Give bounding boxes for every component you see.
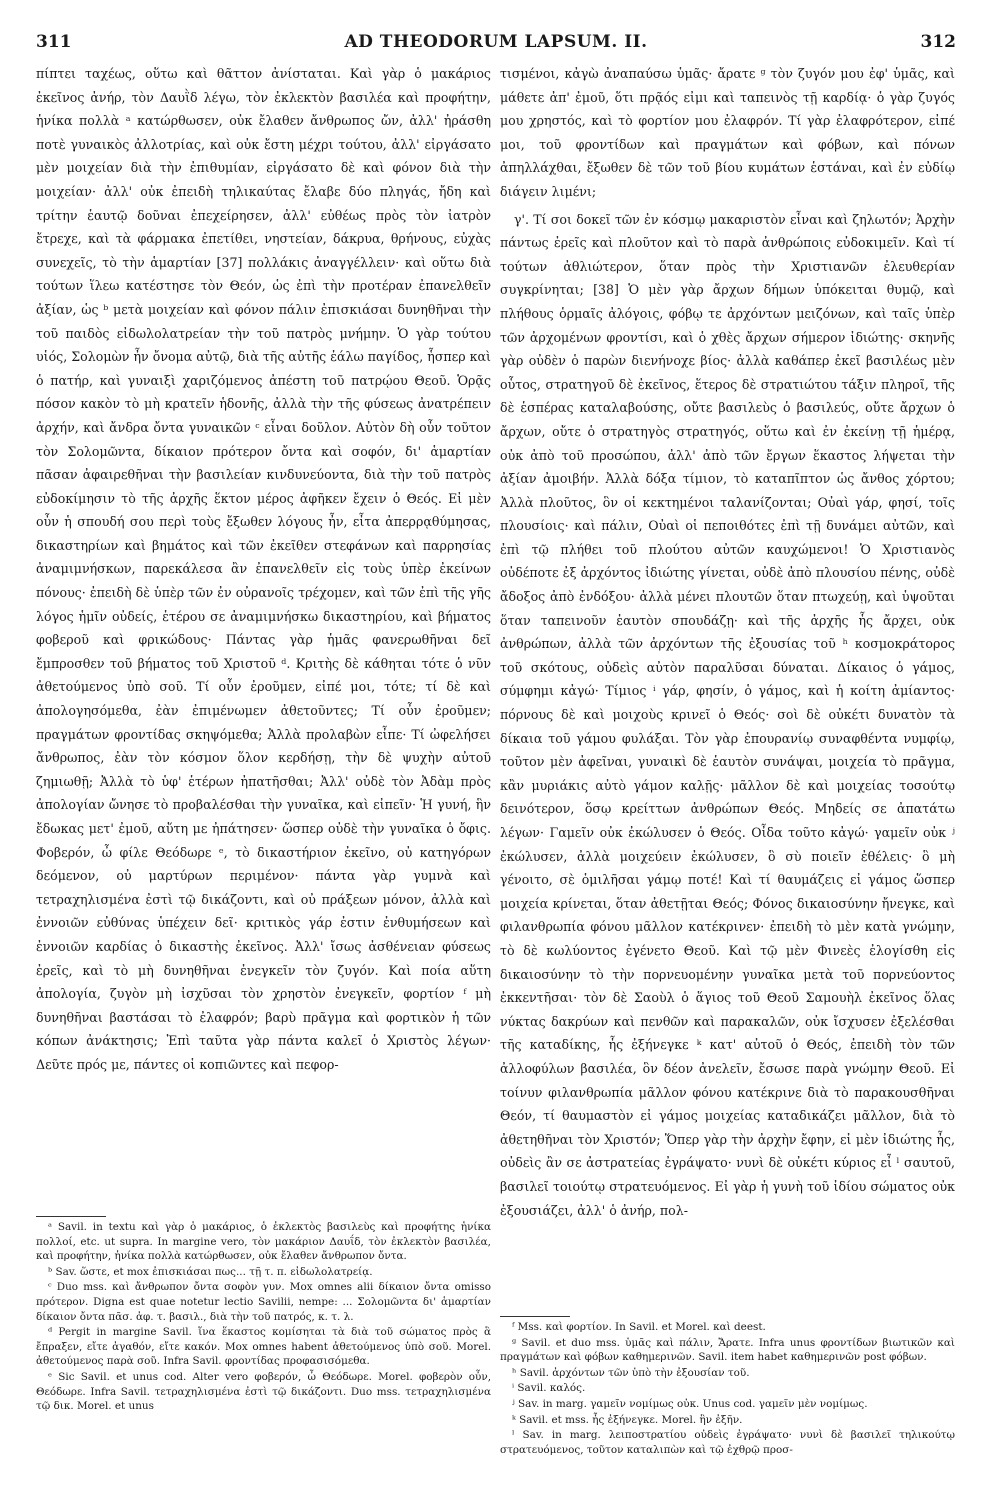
- footnote: ⁱ Savil. καλός.: [512, 1382, 586, 1395]
- footnotes-right: [500, 1320, 955, 1495]
- footnote: ᵈ Pergit in margine Savil. ἵνα ἕκαστος κομίσηται τὰ διὰ τοῦ σώματος πρὸς ἃ ἔπραξεν, εἴτε ἀγαθόν, εἴτε κακόν. Mox omnes habent ἀθετούμενος ὑπὸ σοῦ. Morel. ἀθετούμενος παρὰ σοῦ. Infra Savil. φροντίδας προφασισόμεθα.: [36, 1326, 491, 1368]
- footnote: ᵍ Savil. et duo mss. ὑμᾶς καὶ πάλιν, Ἄρατε. Infra unus φροντίδων βιωτικῶν καὶ πραγμάτων καὶ φόβων καθημερινῶν. Savil. item habet καθημερινῶν post φόβων.: [500, 1336, 955, 1364]
- footnote: ᶠ Mss. καὶ φορτίον. In Savil. et Morel. καὶ deest.: [512, 1321, 766, 1333]
- right-column-text: [500, 62, 955, 1310]
- footnote: ᶜ Duo mss. καὶ ἄνθρωπον ὄντα σοφὸν γυν. Mox omnes alii δίκαιον ὄντα omisso πρότερον. Digna est quae notetur lectio Savilii, nempe: ... Σολομῶντα δι' ἁμαρτίαν δίκαιον ὄντα πᾶσ. ἀφ. τ. βασιλ., διὰ τὴν τοῦ πατρός, κ. τ. λ.: [36, 1281, 491, 1323]
- footnote-rule: [36, 1216, 106, 1217]
- footnote: ˡ Sav. in marg. λειποστρατίου οὐδεὶς ἐγράψατο· νυνὶ δὲ βασιλεῖ τηλικούτῳ στρατευόμενος, τοῦτον καταλιπὼν καὶ τῷ ἐχθρῷ προσ-: [500, 1429, 955, 1456]
- footnote: ᵉ Sic Savil. et unus cod. Alter vero φοβερόν, ὦ Θεόδωρε. Morel. φοβερὸν οὖν, Θεόδωρε. Infra Savil. τετραχηλισμένα ἐστὶ τῷ δικάζοντι. Duo mss. τετραχηλισμένα τῷ δικ. Morel. et unus: [36, 1370, 491, 1413]
- footnote: ᵏ Savil. et mss. ἧς ἐξήνεγκε. Morel. ἣν ἐξῆν.: [512, 1413, 743, 1426]
- footnote-rule: [500, 1316, 570, 1317]
- paragraph: πίπτει ταχέως, οὕτω καὶ θᾶττον ἀνίσταται. Καὶ γὰρ ὁ μακάριος ἐκεῖνος ἀνήρ, τὸν Δαυῒδ λέγω, τὸν ἐκλεκτὸν βασιλέα καὶ προφήτην, ἡνίκα πολλὰ ᵃ κατώρθωσεν, οὐκ ἔλαθεν ἄνθρωπος ὤν, ἀλλ' ἠράσθη ποτὲ γυναικὸς ἀλλοτρίας, καὶ οὐκ ἔστη μέχρι τούτου, ἀλλ' εἰργάσατο μὲν μοιχείαν διὰ τὴν ἐπιθυμίαν, εἰργάσατο δὲ καὶ φόνον διὰ τὴν μοιχείαν· ἀλλ' οὐκ ἐπειδὴ τηλικαύτας ἔλαβε δύο πληγάς, ἤδη καὶ τρίτην ἑαυτῷ δοῦναι ἐπεχείρησεν, ἀλλ' εὐθέως πρὸς τὸν ἰατρὸν ἔτρεχε, καὶ τὰ φάρμακα ἐπετίθει, νηστείαν, δάκρυα, θρήνους, εὐχὰς συνεχεῖς, τὸ τὴν ἁμαρτίαν [37] πολλάκις ἀναγγέλλειν· καὶ οὕτω διὰ τούτων ἵλεω κατέστησε τὸν Θεόν, ὡς ἐπὶ τὴν προτέραν ἐπανελθεῖν ἀξίαν, ὡς ᵇ μετὰ μοιχείαν καὶ φόνον πάλιν ἐπισκιάσαι δυνηθῆναι τὴν τοῦ παιδὸς εἰδωλολατρείαν τὴν τοῦ πατρὸς μνήμην. Ὁ γὰρ τούτου υἱός, Σολομὼν ἦν ὄνομα αὐτῷ, διὰ τῆς αὐτῆς ἑάλω παγίδος, ἧσπερ καὶ ὁ πατήρ, καὶ γυναιξὶ χαριζόμενος ἀπέστη τοῦ πατρῴου Θεοῦ. Ὁρᾷς πόσον κακὸν τὸ μὴ κρατεῖν ἡδονῆς, ἀλλὰ τὴν τῆς φύσεως ἀνατρέπειν ἀρχήν, καὶ ἄνδρα ὄντα γυναικῶν ᶜ εἶναι δοῦλον. Αὐτὸν δὴ οὖν τοῦτον τὸν Σολομῶντα, δίκαιον πρότερον ὄντα καὶ σοφόν, δι' ἁμαρτίαν πᾶσαν ἀφαιρεθῆναι τὴν βασιλείαν κινδυνεύοντα, διὰ τὴν τοῦ πατρὸς εὐδοκίμησιν τὸ τῆς ἀρχῆς ἕκτον μέρος ἀφῆκεν ἔχειν ὁ Θεός. Εἰ μὲν οὖν ἡ σπουδή σου περὶ τοὺς ἔξωθεν λόγους ἦν, εἶτα ἀπερρᾳθύμησας, δικαστηρίων καὶ βημάτος καὶ τῶν ἐκεῖθεν στεφάνων καὶ παρρησίας ἀναμιμνήσκων, παρεκάλεσα ἂν ἐπανελθεῖν εἰς τοὺς ὑπὲρ ἐκείνων πόνους· ἐπειδὴ δὲ ὑπὲρ τῶν ἐν οὐρανοῖς τρέχομεν, καὶ τῶν ἐπὶ τῆς γῆς λόγος ἡμῖν οὐδείς, ἑτέρου σε ἀναμιμνήσκω δικαστηρίου, καὶ βήματος φοβεροῦ καὶ φρικώδους· Πάντας γὰρ ἡμᾶς φανερωθῆναι δεῖ ἔμπροσθεν τοῦ βήματος τοῦ Χριστοῦ ᵈ. Κριτὴς δὲ κάθηται τότε ὁ νῦν ἀθετούμενος ὑπὸ σοῦ. Τί οὖν ἐροῦμεν, εἰπέ μοι, τότε; τί δὲ καὶ ἀπολογησόμεθα, ἐὰν ἐπιμένωμεν ἀθετοῦντες; Τί οὖν ἐροῦμεν; πραγμάτων φροντίδας σκηψόμεθα; Ἀλλὰ προλαβὼν εἶπε· Τί ὠφελήσει ἄνθρωπος, ἐὰν τὸν κόσμον ὅλον κερδήσῃ, τὴν δὲ ψυχὴν αὐτοῦ ζημιωθῇ; Ἀλλὰ τὸ ὑφ' ἑτέρων ἠπατῆσθαι; Ἀλλ' οὐδὲ τὸν Ἀδὰμ πρὸς ἀπολογίαν ὤνησε τὸ προβαλέσθαι τὴν γυναῖκα, καὶ εἰπεῖν· Ἡ γυνή, ἣν ἔδωκας μετ' ἐμοῦ, αὕτη με ἠπάτησεν· ὥσπερ οὐδὲ τὴν γυναῖκα ὁ ὄφις. Φοβερόν, ὦ φίλε Θεόδωρε ᵉ, τὸ δικαστήριον ἐκεῖνο, οὐ κατηγόρων δεόμενον, οὐ μαρτύρων περιμένον· πάντα γὰρ γυμνὰ καὶ τετραχηλισμένα ἐστὶ τῷ δικάζοντι, καὶ οὐ πράξεων μόνον, ἀλλὰ καὶ ἐννοιῶν εὐθύνας ὑπέχειν δεῖ· κριτικὸς γάρ ἐστιν ἐνθυμήσεων καὶ ἐννοιῶν καρδίας ὁ δικαστὴς ἐκεῖνος. Ἀλλ' ἴσως ἀσθένειαν φύσεως ἐρεῖς, καὶ τὸ μὴ δυνηθῆναι ἐνεγκεῖν τὸν ζυγόν. Καὶ ποία αὕτη ἀπολογία, ζυγὸν μὴ ἰσχῦσαι τὸν χρηστὸν ἐνεγκεῖν, φορτίον ᶠ μὴ δυνηθῆναι βαστάσαι τὸ ἐλαφρόν; βαρὺ πρᾶγμα καὶ φορτικὸν ἡ τῶν κόπων ἀνάκτησις; Ἐπὶ ταῦτα γὰρ πάντα καλεῖ ὁ Χριστὸς λέγων· Δεῦτε πρός με, πάντες οἱ κοπιῶντες καὶ πεφορ-: [36, 66, 491, 1072]
- footnote: ᵇ Sav. ὥστε, et mox ἐπισκιάσαι πως... τῇ τ. π. εἰδωλολατρείᾳ.: [48, 1265, 373, 1278]
- footnotes-left: [36, 1220, 491, 1495]
- running-header: [36, 32, 956, 56]
- page-number-left: 311: [36, 32, 72, 52]
- footnote: ᵃ Savil. in textu καὶ γὰρ ὁ μακάριος, ὁ ἐκλεκτὸς βασιλεὺς καὶ προφήτης ἡνίκα πολλοί, etc. ut supra. In margine vero, τὸν μακάριον Δαυΐδ, τὸν ἐκλεκτὸν βασιλέα, καὶ προφήτην, ἡνίκα πολλὰ κατώρθωσεν, οὐκ ἔλαθεν ἄνθρωπον ὄντα.: [36, 1221, 491, 1263]
- paragraph: τισμένοι, κἀγὼ ἀναπαύσω ὑμᾶς· ἄρατε ᵍ τὸν ζυγόν μου ἐφ' ὑμᾶς, καὶ μάθετε ἀπ' ἐμοῦ, ὅτι πρᾷός εἰμι καὶ ταπεινὸς τῇ καρδίᾳ· ὁ γὰρ ζυγός μου χρηστός, καὶ τὸ φορτίον μου ἐλαφρόν. Τί γὰρ ἐλαφρότερον, εἰπέ μοι, τοῦ φροντίδων καὶ πραγμάτων καὶ φόβων, καὶ πόνων ἀπηλλάχθαι, ἔξωθεν δὲ τῶν τοῦ βίου κυμάτων ἑστάναι, καὶ ἐν εὐδίῳ διάγειν λιμένι;: [500, 66, 955, 199]
- footnote: ʲ Sav. in marg. γαμεῖν νομίμως οὐκ. Unus cod. γαμεῖν μὲν νομίμως.: [512, 1397, 868, 1410]
- paragraph: γ'. Τί σοι δοκεῖ τῶν ἐν κόσμῳ μακαριστὸν εἶναι καὶ ζηλωτόν; Ἀρχὴν πάντως ἐρεῖς καὶ πλοῦτον καὶ τὸ παρὰ ἀνθρώποις εὐδοκιμεῖν. Καὶ τί τούτων ἀθλιώτερον, ὅταν πρὸς τὴν Χριστιανῶν ἐλευθερίαν συγκρίνηται; [38] Ὁ μὲν γὰρ ἄρχων δήμων ὑπόκειται θυμῷ, καὶ πλήθους ὁρμαῖς ἀλόγοις, φόβῳ τε ἀρχόντων μειζόνων, καὶ ταῖς ὑπὲρ τῶν ἀρχομένων φροντίσι, καὶ ὁ χθὲς ἄρχων σήμερον ἰδιώτης· σκηνῆς γὰρ οὐδὲν ὁ παρὼν διενήνοχε βίος· ἀλλὰ καθάπερ ἐκεῖ βασιλέως μὲν οὗτος, στρατηγοῦ δὲ ἐκεῖνος, ἕτερος δὲ στρατιώτου τάξιν πληροῖ, τῆς δὲ ἑσπέρας καταλαβούσης, οὔτε βασιλεὺς ὁ βασιλεύς, οὔτε ἄρχων ὁ ἄρχων, οὔτε ὁ στρατηγὸς στρατηγός, οὕτω καὶ ἐν ἐκείνῃ τῇ ἡμέρᾳ, οὐκ ἀπὸ τοῦ προσώπου, ἀλλ' ἀπὸ τῶν ἔργων ἕκαστος λήψεται τὴν ἀξίαν ἀμοιβήν. Ἀλλὰ δόξα τίμιον, τὸ καταπῖπτον ὡς ἄνθος χόρτου; Ἀλλὰ πλοῦτος, ὃν οἱ κεκτημένοι ταλανίζονται; Οὐαὶ γάρ, φησί, τοῖς πλουσίοις· καὶ πάλιν, Οὐαὶ οἱ πεποιθότες ἐπὶ τῇ δυνάμει αὐτῶν, καὶ ἐπὶ τῷ πλήθει τοῦ πλούτου αὐτῶν καυχώμενοι! Ὁ Χριστιανὸς οὐδέποτε ἐξ ἀρχόντος ἰδιώτης γίνεται, οὐδὲ ἀπὸ πλουσίου πένης, οὐδὲ ἄδοξος ἀπὸ ἐνδόξου· ἀλλὰ μένει πλουτῶν ὅταν πτωχεύῃ, καὶ ὑψοῦται ὅταν ταπεινοῦν ἑαυτὸν σπουδάζῃ· καὶ τῆς ἀρχῆς ἧς ἄρχει, οὐκ ἀνθρώπων, ἀλλὰ τῶν ἀρχόντων τῆς ἐξουσίας τοῦ ʰ κοσμοκράτορος τοῦ σκότους, οὐδεὶς αὐτὸν παραλῦσαι δύναται. Δίκαιος ὁ γάμος, σύμφημι κἀγώ· Τίμιος ⁱ γάρ, φησίν, ὁ γάμος, καὶ ἡ κοίτη ἀμίαντος· πόρνους δὲ καὶ μοιχοὺς κρινεῖ ὁ Θεός· σοὶ δὲ οὐκέτι δυνατὸν τὰ δίκαια τοῦ γάμου φυλάξαι. Τὸν γὰρ ἐπουρανίῳ συναφθέντα νυμφίῳ, τοῦτον μὲν ἀφεῖναι, γυναικὶ δὲ ἑαυτὸν συνάψαι, μοιχεία τὸ πρᾶγμα, κἂν μυριάκις αὐτὸ γάμον καλῇς· μᾶλλον δὲ καὶ μοιχείας τοσούτῳ δεινότερον, ὅσῳ κρείττων ἀνθρώπων Θεός. Μηδείς σε ἀπατάτω λέγων· Γαμεῖν οὐκ ἐκώλυσεν ὁ Θεός. Οἶδα τοῦτο κἀγώ· γαμεῖν οὐκ ʲ ἐκώλυσεν, ἀλλὰ μοιχεύειν ἐκώλυσεν, ὃ σὺ ποιεῖν ἐθέλεις· ὃ μὴ γένοιτο, σὲ ὁμιλῆσαι γάμῳ ποτέ! Καὶ τί θαυμάζεις εἰ γάμος ὥσπερ μοιχεία κρίνεται, ὅταν ἀθετῇται Θεός; Φόνος δικαιοσύνην ἤνεγκε, καὶ φιλανθρωπία φόνου μᾶλλον κατέκρινεν· ἐπειδὴ τὸ μὲν κατὰ γνώμην, τὸ δὲ κωλύοντος ἐγένετο Θεοῦ. Καὶ τῷ μὲν Φινεὲς ἐλογίσθη εἰς δικαιοσύνην τὸ τὴν πορνευομένην γυναῖκα μετὰ τοῦ πορνεύοντος ἐκκεντῆσαι· τὸν δὲ Σαοὺλ ὁ ἅγιος τοῦ Θεοῦ Σαμουὴλ ἐκεῖνος ὅλας νύκτας δακρύων καὶ πενθῶν καὶ παρακαλῶν, οὐκ ἴσχυσεν ἐξελέσθαι τῆς καταδίκης, ἧς ἐξήνεγκε ᵏ κατ' αὐτοῦ ὁ Θεός, ἐπειδὴ τὸν τῶν ἀλλοφύλων βασιλέα, ὃν δέον ἀνελεῖν, ἔσωσε παρὰ γνώμην Θεοῦ. Εἰ τοίνυν φιλανθρωπία μᾶλλον φόνου κατέκρινε διὰ τὸ παρακουσθῆναι Θεόν, τί θαυμαστὸν εἰ γάμος μοιχείας καταδικάζει μᾶλλον, διὰ τὸ ἀθετηθῆναι τὸν Χριστόν; Ὅπερ γὰρ τὴν ἀρχὴν ἔφην, εἰ μὲν ἰδιώτης ἦς, οὐδεὶς ἂν σε ἀστρατείας ἐγράψατο· νυνὶ δὲ οὐκέτι κύριος εἶ ˡ σαυτοῦ, βασιλεῖ τοιούτῳ στρατευόμενος. Εἰ γὰρ ἡ γυνὴ τοῦ ἰδίου σώματος οὐκ ἐξουσιάζει, ἀλλ' ὁ ἀνήρ, πολ-: [500, 211, 955, 1218]
- page-number-right: 312: [920, 32, 956, 52]
- left-column-text: [36, 62, 491, 1212]
- footnote: ʰ Savil. ἀρχόντων τῶν ὑπὸ τὴν ἐξουσίαν τοῦ.: [512, 1366, 750, 1379]
- running-title: AD THEODORUM LAPSUM. II.: [344, 32, 648, 52]
